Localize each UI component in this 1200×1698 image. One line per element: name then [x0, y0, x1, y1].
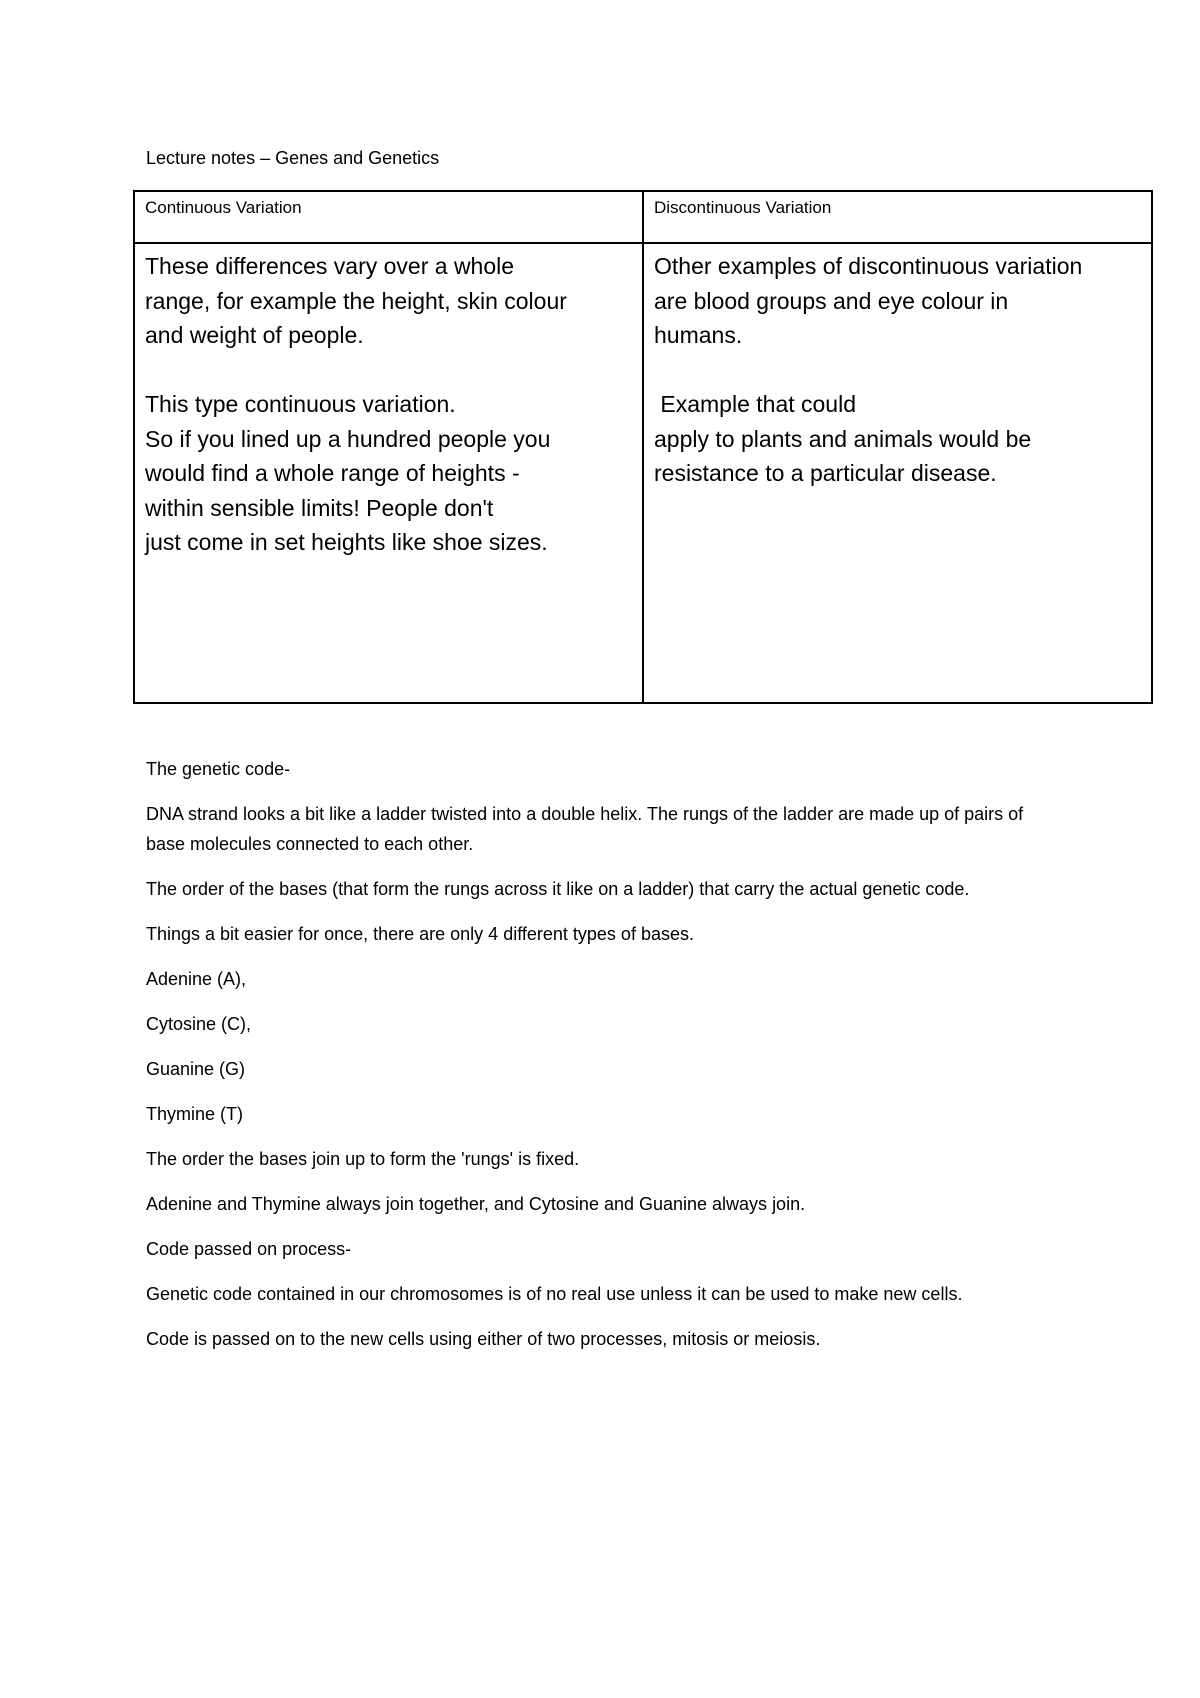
table-body-row [134, 243, 1152, 703]
variation-table [133, 190, 1153, 704]
continuous-line: within sensible limits! People don't [145, 494, 494, 521]
continuous-line: These differences vary over a whole [145, 253, 515, 279]
note-paragraph: Adenine and Thymine always join together, and Cytosine and Guanine always join. [146, 1194, 806, 1214]
note-paragraph: The order the bases join up to form the 'rungs' is fixed. [146, 1149, 580, 1169]
continuous-line: range, for example the height, skin colour [145, 287, 567, 314]
lecture-notes-body [146, 754, 1046, 1369]
continuous-line: would find a whole range of heights - [145, 460, 520, 486]
discontinuous-line: Other examples of discontinuous variation [654, 253, 1083, 279]
table-header-row [134, 191, 1152, 243]
discontinuous-line: are blood groups and eye colour in [654, 287, 1009, 314]
discontinuous-line: humans. [654, 322, 743, 348]
continuous-line: So if you lined up a hundred people you [145, 425, 551, 452]
discontinuous-line: apply to plants and animals would be [654, 425, 1032, 452]
section-heading-genetic-code: The genetic code- [146, 759, 291, 779]
note-paragraph: DNA strand looks a bit like a ladder twisted into a double helix. The rungs of the ladder are made up of pairs of base molecules connected to each other. [146, 804, 1024, 854]
continuous-line: This type continuous variation. [145, 391, 456, 417]
note-paragraph: Code is passed on to the new cells using either of two processes, mitosis or meiosis. [146, 1329, 821, 1349]
header-continuous-variation: Continuous Variation [134, 191, 643, 243]
discontinuous-line: resistance to a particular disease. [654, 460, 997, 486]
header-discontinuous-variation: Discontinuous Variation [643, 191, 1152, 243]
note-paragraph: The order of the bases (that form the rungs across it like on a ladder) that carry the actual genetic code. [146, 879, 970, 899]
discontinuous-variation-cell [643, 243, 1152, 703]
note-paragraph: Things a bit easier for once, there are only 4 different types of bases. [146, 924, 694, 944]
section-heading-code-passed-on: Code passed on process- [146, 1239, 352, 1259]
continuous-line: and weight of people. [145, 322, 364, 348]
paragraph-gap [654, 353, 1141, 388]
base-thymine: Thymine (T) [146, 1104, 244, 1124]
base-guanine: Guanine (G) [146, 1059, 246, 1079]
base-cytosine: Cytosine (C), [146, 1014, 252, 1034]
paragraph-gap [145, 353, 632, 388]
note-paragraph: Genetic code contained in our chromosomes is of no real use unless it can be used to make new cells. [146, 1284, 963, 1304]
continuous-line: just come in set heights like shoe sizes. [145, 529, 548, 555]
continuous-variation-cell [134, 243, 643, 703]
base-adenine: Adenine (A), [146, 969, 247, 989]
discontinuous-line: Example that could [654, 391, 857, 417]
document-title: Lecture notes – Genes and Genetics [146, 148, 440, 168]
